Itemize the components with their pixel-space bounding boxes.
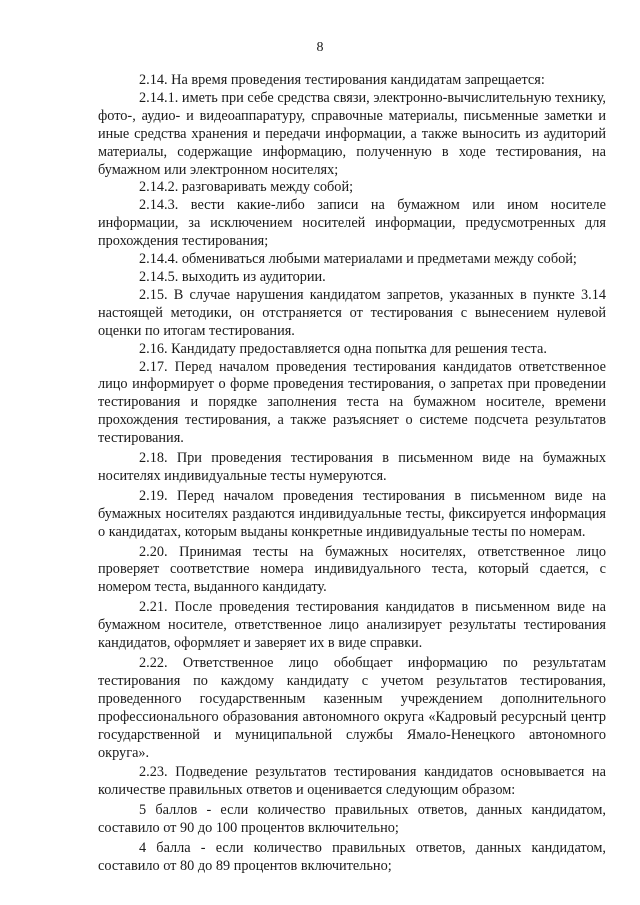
paragraph-2-23: 2.23. Подведение результатов тестирования кандидатов основывается на количестве правильных ответов и оценивается следующим образом: <box>98 764 606 799</box>
paragraph-2-14-1: 2.14.1. иметь при себе средства связи, электронно-вычислительную технику, фото-, аудио- и видеоаппаратуру, справочные материалы, письменные заметки и иные средства хранения и передачи информации, а также выносить из аудиторий материалы, содержащие информацию, полученную в ходе тестирования, на бумажном или электронном носителях; <box>98 89 606 178</box>
paragraph-2-14: 2.14. На время проведения тестирования кандидатам запрещается: <box>139 72 545 88</box>
document-body <box>98 72 606 876</box>
paragraph-2-14-3: 2.14.3. вести какие-либо записи на бумажном или ином носителе информации, за исключением носителей информации, предусмотренных для прохождения тестирования; <box>98 197 606 250</box>
paragraph-2-15: 2.15. В случае нарушения кандидатом запретов, указанных в пункте 3.14 настоящей методики, он отстраняется от тестирования с вынесением нулевой оценки по итогам тестирования. <box>98 286 606 339</box>
score-5-points: 5 баллов - если количество правильных ответов, данных кандидатом, составило от 90 до 100 процентов включительно; <box>98 802 606 837</box>
paragraph-2-19: 2.19. Перед началом проведения тестирования в письменном виде на бумажных носителях раздаются индивидуальные тесты, фиксируется информация о кандидатах, которым выданы конкретные индивидуальные тесты по номерам. <box>98 487 606 540</box>
page-number: 8 <box>316 40 324 55</box>
paragraph-2-18: 2.18. При проведения тестирования в письменном виде на бумажных носителях индивидуальные тесты нумеруются. <box>98 450 606 484</box>
paragraph-2-14-5: 2.14.5. выходить из аудитории. <box>139 268 326 285</box>
paragraph-2-14-2: 2.14.2. разговаривать между собой; <box>139 179 354 196</box>
paragraph-2-20: 2.20. Принимая тесты на бумажных носителях, ответственное лицо проверяет соответствие номера индивидуального теста, который сдается, с номером теста, выданного кандидату. <box>98 543 606 596</box>
score-4-points: 4 балла - если количество правильных ответов, данных кандидатом, составило от 80 до 89 процентов включительно; <box>98 840 606 874</box>
paragraph-2-21: 2.21. После проведения тестирования кандидатов в письменном виде на бумажном носителе, ответственное лицо анализирует результаты тестирования кандидатов, оформляет и заверяет их в виде справки. <box>98 599 606 652</box>
paragraph-2-22: 2.22. Ответственное лицо обобщает информацию по результатам тестирования по каждому кандидату с учетом результатов тестирования, проведенного государственным казенным учреждением дополнительного профессионального образования автономного округа «Кадровый ресурсный центр государственной и муниципальной службы Ямало-Ненецкого автономного округа». <box>98 655 606 761</box>
paragraph-2-17: 2.17. Перед началом проведения тестирования кандидатов ответственное лицо информирует о форме проведения тестирования, о запретах при проведении тестирования и порядке заполнения теста на бумажном носителе, времени прохождения тестирования, а также разъясняет о системе подсчета результатов тестирования. <box>98 358 606 447</box>
paragraph-2-14-4: 2.14.4. обмениваться любыми материалами и предметами между собой; <box>139 251 577 268</box>
paragraph-2-16: 2.16. Кандидату предоставляется одна попытка для решения теста. <box>139 340 547 357</box>
